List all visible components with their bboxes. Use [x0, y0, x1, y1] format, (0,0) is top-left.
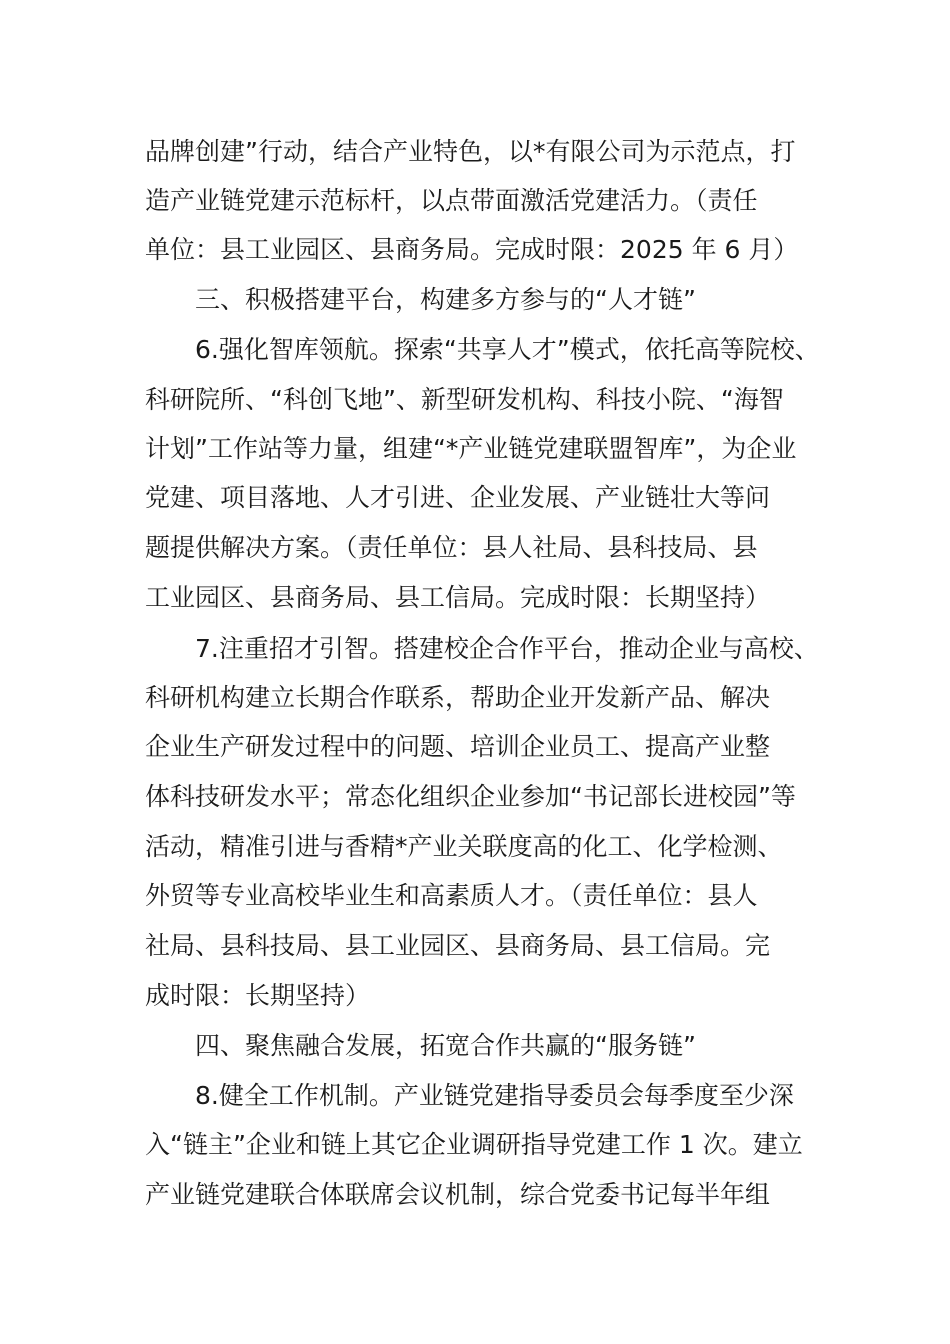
text-line: 成时限：长期坚持） [145, 981, 371, 1010]
text-line: 造产业链党建示范标杆，以点带面激活党建活力。（责任 [145, 186, 758, 215]
text-line: 产业链党建联合体联席会议机制，综合党委书记每半年组 [145, 1180, 771, 1209]
text-line: 工业园区、县商务局、县工信局。完成时限：长期坚持） [145, 583, 771, 612]
text-line: 科研院所、“科创飞地”、新型研发机构、科技小院、“海智 [145, 385, 784, 414]
text-line: 入“链主”企业和链上其它企业调研指导党建工作 1 次。建立 [145, 1130, 803, 1159]
text-line: 单位：县工业园区、县商务局。完成时限：2025 年 6 月） [145, 235, 799, 264]
text-line: 活动，精准引进与香精*产业关联度高的化工、化学检测、 [145, 832, 783, 861]
section-heading: 三、积极搭建平台，构建多方参与的“人才链” [195, 285, 696, 314]
text-line: 体科技研发水平；常态化组织企业参加“书记部长进校园”等 [145, 782, 796, 811]
text-line: 外贸等专业高校毕业生和高素质人才。（责任单位：县人 [145, 881, 758, 910]
text-line: 党建、项目落地、人才引进、企业发展、产业链壮大等问 [145, 483, 771, 512]
item-title-line: 8.健全工作机制。产业链党建指导委员会每季度至少深 [195, 1081, 794, 1110]
item-title-line: 6.强化智库领航。探索“共享人才”模式，依托高等院校、 [195, 335, 820, 364]
text-line: 品牌创建”行动，结合产业特色，以*有限公司为示范点，打 [145, 137, 796, 166]
text-line: 社局、县科技局、县工业园区、县商务局、县工信局。完 [145, 931, 771, 960]
text-line: 科研机构建立长期合作联系，帮助企业开发新产品、解决 [145, 683, 771, 712]
item-title-line: 7.注重招才引智。搭建校企合作平台，推动企业与高校、 [195, 634, 819, 663]
text-line: 计划”工作站等力量，组建“*产业链党建联盟智库”，为企业 [145, 434, 797, 463]
text-line: 企业生产研发过程中的问题、培训企业员工、提高产业整 [145, 732, 771, 761]
text-line: 题提供解决方案。（责任单位：县人社局、县科技局、县 [145, 533, 758, 562]
section-heading: 四、聚焦融合发展，拓宽合作共赢的“服务链” [195, 1031, 696, 1060]
